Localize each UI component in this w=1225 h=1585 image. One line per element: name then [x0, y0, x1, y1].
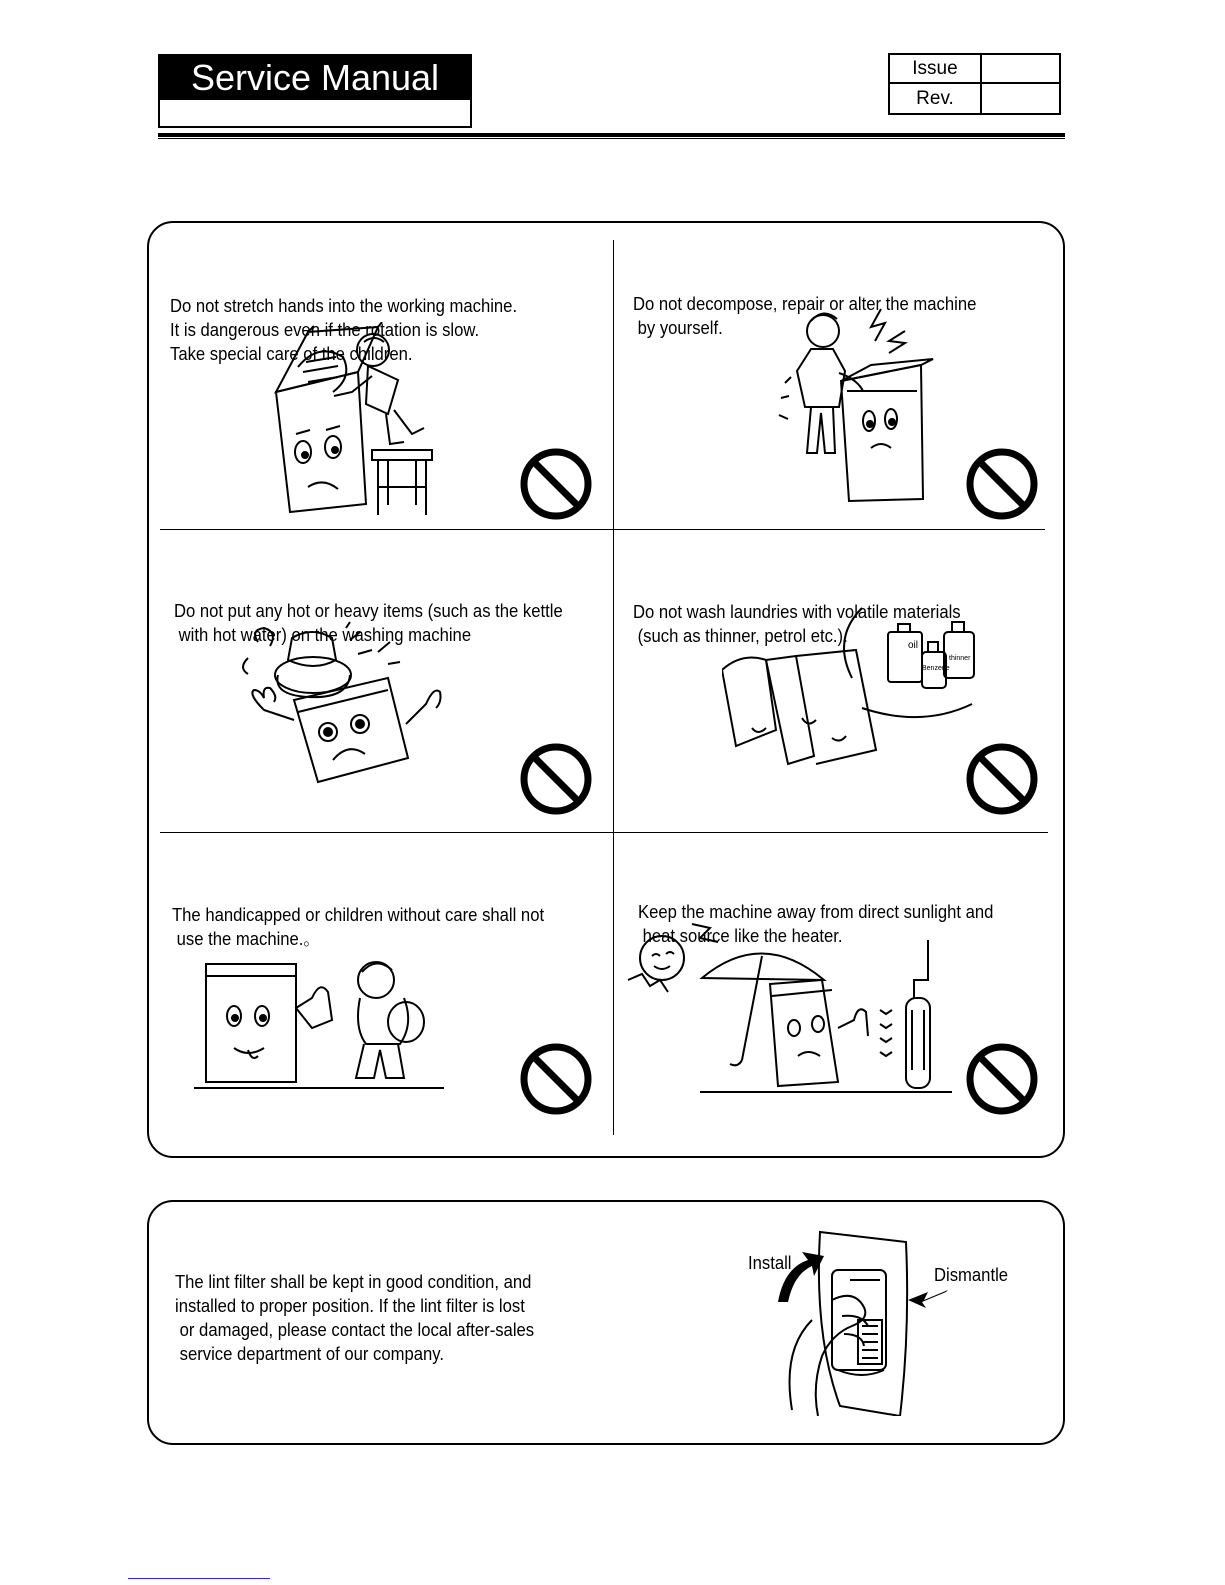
warning-text-hot-items: Do not put any hot or heavy items (such as the kettle with hot water) on the washing machine [174, 600, 563, 645]
thinner-label: thinner [949, 655, 971, 662]
issue-label: Issue [890, 55, 982, 84]
kettle-on-washer-illustration [238, 620, 448, 795]
washer-and-child-illustration [194, 958, 444, 1090]
child-reaching-washer-illustration [268, 322, 448, 518]
issue-rev-table [888, 53, 1061, 115]
page-title: Service Manual [160, 56, 470, 100]
dismantle-label: Dismantle [934, 1264, 1009, 1285]
install-label: Install [748, 1252, 792, 1273]
rev-value [982, 84, 1059, 113]
issue-value [982, 55, 1059, 84]
warning-text-volatile: Do not wash laundries with volatile materials (such as thinner, petrol etc.). [633, 601, 961, 646]
sunlight-heater-washer-illustration [622, 920, 952, 1095]
prohibition-icon [966, 448, 1038, 520]
footer-link-line [128, 1578, 270, 1579]
oil-label: oil [908, 640, 919, 651]
man-shocked-washer-illustration [771, 303, 941, 508]
warning-text-repair: Do not decompose, repair or alter the machine by yourself. [633, 293, 977, 338]
header-rule-thin [158, 138, 1065, 139]
prohibition-icon [520, 448, 592, 520]
benzene-label: Benzene [922, 665, 950, 672]
rev-label: Rev. [890, 84, 982, 113]
lint-filter-illustration [772, 1230, 962, 1416]
arrow-icon [908, 1290, 948, 1308]
warning-text-handicapped: The handicapped or children without care shall not use the machine.。 [172, 904, 545, 949]
prohibition-icon [520, 743, 592, 815]
warning-text-sunlight: Keep the machine away from direct sunlight and heat source like the heater. [638, 901, 994, 946]
prohibition-icon [520, 1043, 592, 1115]
title-box [158, 54, 472, 128]
panel-divider-vertical [613, 240, 614, 1135]
laundry-volatile-materials-illustration [722, 598, 984, 786]
lint-filter-text: The lint filter shall be kept in good condition, and installed to proper position. If the lint filter is lost or damaged, please contact the local after-sales service department of our company. [175, 1271, 535, 1364]
curved-arrow-icon [778, 1252, 824, 1302]
panel-divider-row1 [160, 529, 1045, 530]
warning-text-hands: Do not stretch hands into the working machine. It is dangerous even if the rotation is slow. Take special care of the children. [170, 295, 518, 364]
panel-divider-row2 [160, 832, 1048, 833]
prohibition-icon [966, 1043, 1038, 1115]
header-rule-thick [158, 133, 1065, 137]
